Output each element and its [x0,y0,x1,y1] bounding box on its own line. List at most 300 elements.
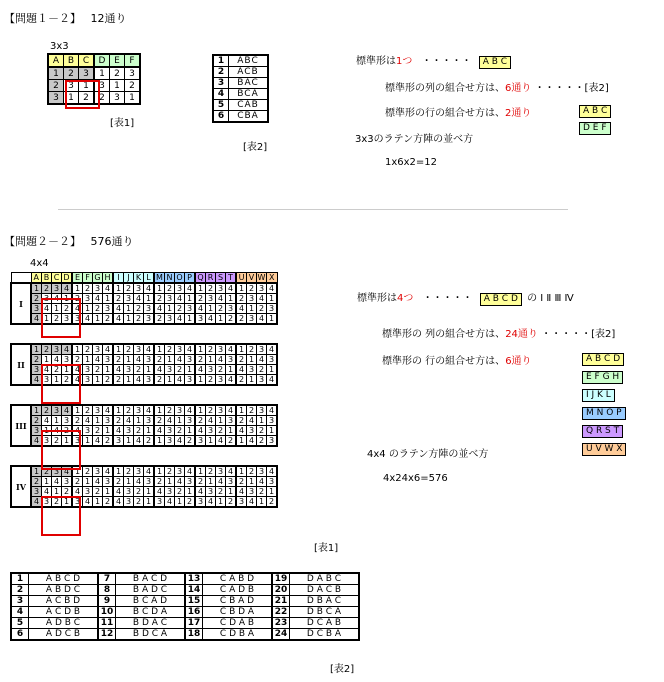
grid4-cell: 4 [144,283,155,294]
grid4-cell: 2 [257,426,267,436]
p2-table2-index: 20 [272,585,290,596]
grid3-header-cell: A [48,54,64,67]
grid4-highlight-box [41,430,81,470]
grid4-cell: 4 [103,466,114,477]
table1-caption: [表1] [110,118,135,129]
table2-index: 6 [213,111,229,123]
grid4-cell: 3 [144,314,155,325]
grid4-header-cell: G [94,272,101,282]
grid4-row [11,405,277,416]
grid4-cell: 2 [42,466,52,477]
grid4-cell: 1 [144,365,155,375]
grid4-cell: 4 [226,466,237,477]
grid4-cell: 1 [83,304,93,314]
grid4-cell: 3 [83,426,93,436]
p2-table2-index: 21 [272,596,290,607]
grid4-cell: 2 [31,416,42,426]
grid4-cell: 2 [93,304,103,314]
grid4-cell: 4 [216,477,226,487]
grid4-cell: 4 [154,365,165,375]
grid4-cell: 1 [62,294,73,304]
grid4-cell: 4 [134,477,144,487]
grid4-roman: I [11,283,31,324]
grid4-cell: 2 [124,466,134,477]
grid4-cell: 4 [206,314,216,325]
grid4-cell: 3 [185,416,196,426]
grid4-cell: 3 [236,497,247,508]
p2-line1-dots: ・・・・・ [422,293,473,304]
grid4-cell: 4 [42,487,52,497]
grid4-cell: 4 [103,283,114,294]
grid4-cell: 3 [124,365,134,375]
table2-row [213,67,268,78]
grid4-cell: 3 [257,466,267,477]
grid4-cell: 2 [175,304,185,314]
p2-table2-index: 5 [11,618,29,629]
table2-row [213,111,268,123]
grid4-cell: 4 [216,436,226,447]
grid4-cell: 1 [72,344,83,355]
grid4-cell: 3 [175,283,185,294]
grid4-cell: 1 [31,344,42,355]
table2-4x4-permutations [10,572,360,641]
p1-badge-abc-inline: A B C [479,56,511,69]
p2-line2-text: 標準形の 列の組合せ方は、 [382,329,506,340]
p2-table2-index: 14 [185,585,203,596]
grid4-row [11,283,277,294]
grid4-cell: 4 [62,466,73,477]
grid4-cell: 4 [267,405,278,416]
grid4-cell: 4 [175,294,185,304]
grid4-cell: 4 [134,436,144,447]
grid4-cell: 3 [144,416,155,426]
grid4-header-cell: F [83,273,93,284]
grid4-cell: 4 [31,436,42,447]
grid4-cell: 4 [206,497,216,508]
p1-badge-abc: A B C [579,105,611,118]
p2-table2-perm: C B A D [203,596,273,607]
grid3-cell: 1 [125,92,141,105]
p2-table2-perm: A D B C [29,618,99,629]
p2-table2-row [11,618,359,629]
grid4-cell: 3 [267,477,278,487]
grid4-cell: 1 [103,294,114,304]
grid4-cell: 1 [42,426,52,436]
grid4-label: 4x4 [30,258,49,269]
grid4-cell: 3 [175,405,185,416]
grid4-cell: 2 [154,375,165,386]
table2-index: 3 [213,78,229,89]
grid4-cell: 2 [236,355,247,365]
grid4-cell: 2 [52,497,62,508]
grid4-header-cell: N [165,273,175,284]
p2-table2-index: 3 [11,596,29,607]
grid4-cell: 1 [267,365,278,375]
grid4-cell: 4 [165,497,175,508]
p1-line3-num: 2通り [505,108,532,119]
grid4-cell: 1 [257,416,267,426]
p1-line1-dots: ・・・・・ [421,56,472,67]
table2-perm: CBA [229,111,269,123]
grid4-header-cell: M [154,273,165,284]
grid4-cell: 2 [216,487,226,497]
p2-table2-row [11,596,359,607]
grid4-cell: 3 [144,355,155,365]
grid4-cell: 3 [185,355,196,365]
grid4-cell: 2 [175,487,185,497]
grid4-header-cell: V [247,273,257,284]
p2-table2-perm: B C A D [116,596,186,607]
grid4-cell: 4 [113,365,124,375]
grid4-cell: 2 [134,314,144,325]
grid4-cell: 3 [165,365,175,375]
grid4-cell: 2 [226,314,237,325]
p2-table2-index: 23 [272,618,290,629]
grid4-cell: 1 [154,344,165,355]
grid4-cell: 1 [103,426,114,436]
p2-table1-caption: [表1] [314,543,339,554]
grid4-cell: 1 [267,487,278,497]
grid4-cell: 3 [195,436,206,447]
grid4-header-row [11,273,277,284]
p2-badge-wrap [582,443,626,456]
grid4-cell: 4 [124,416,134,426]
grid4-cell: 4 [62,283,73,294]
grid3-cell: 1 [110,80,125,92]
grid4-cell: 4 [72,365,83,375]
grid4-header-cell: K [134,273,144,284]
grid4-cell: 3 [124,497,134,508]
grid4-cell: 4 [62,344,73,355]
grid4-cell: 1 [124,355,134,365]
grid4-header-cell: H [103,273,114,284]
grid4-cell: 2 [247,344,257,355]
grid4-cell: 2 [31,355,42,365]
grid4-cell: 4 [206,416,216,426]
grid4-cell: 2 [195,355,206,365]
grid3-cell: 1 [94,67,110,80]
grid4-cell: 4 [31,497,42,508]
grid4-cell: 4 [83,314,93,325]
p1-line1-num: 1つ [396,56,413,67]
grid4-cell: 1 [31,466,42,477]
grid4-cell: 1 [144,426,155,436]
grid4-cell: 3 [93,466,103,477]
p2-table2-perm: C A D B [203,585,273,596]
grid4-header-cell: C [52,273,62,284]
grid4-cell: 2 [175,365,185,375]
grid4-highlight-box [41,496,81,536]
grid4-cell: 1 [247,375,257,386]
grid4-cell: 2 [83,466,93,477]
problem2-count: 576通り [90,235,134,248]
grid4-cell: 3 [124,294,134,304]
grid4-cell: 1 [226,365,237,375]
grid4-cell: 3 [124,487,134,497]
grid4-cell: 1 [185,426,196,436]
grid4-cell: 2 [62,304,73,314]
p1-line4: 3x3のラテン方陣の並べ方 [355,134,474,145]
grid3-cell: 1 [79,80,95,92]
grid4-cell: 3 [257,283,267,294]
grid3-highlight-box [65,80,100,109]
grid4-cell: 3 [72,497,83,508]
p2-table2-index: 6 [11,629,29,641]
p2-table2-perm: A D C B [29,629,99,641]
grid4-cell: 4 [113,304,124,314]
grid4-cell: 2 [52,436,62,447]
grid4-cell: 1 [83,436,93,447]
p2-formula: 4x24x6=576 [383,473,448,484]
grid4-cell: 1 [195,283,206,294]
grid4-cell: 2 [267,497,278,508]
table2-caption: [表2] [243,142,268,153]
p1-line2-text: 標準形の列の組合せ方は、 [385,83,505,94]
grid4-cell: 2 [83,344,93,355]
grid4-cell: 4 [113,426,124,436]
grid4-cell: 2 [134,497,144,508]
grid4-cell: 1 [124,436,134,447]
grid4-cell: 4 [175,355,185,365]
grid4-header-cell: X [267,273,278,284]
grid4-cell: 1 [236,344,247,355]
grid4-cell: 2 [124,344,134,355]
p2-line4: 4x4 のラテン方陣の並べ方 [367,449,489,460]
grid4-cell: 1 [185,294,196,304]
grid4-cell: 2 [93,365,103,375]
grid4-cell: 1 [236,466,247,477]
grid4-header-cell: U [236,273,247,284]
table2-index: 4 [213,89,229,100]
grid4-cell: 1 [62,365,73,375]
p2-table2-index: 17 [185,618,203,629]
grid4-cell: 2 [154,355,165,365]
grid4-cell: 1 [175,497,185,508]
grid4-cell: 3 [83,375,93,386]
grid4-cell: 2 [134,304,144,314]
table2-row [213,89,268,100]
p2-line1-num: 4つ [397,293,414,304]
grid4-row [11,344,277,355]
p2-table2-index: 10 [98,607,116,618]
grid4-cell: 3 [226,477,237,487]
table2-perm: ABC [229,55,269,67]
p2-table2-perm: B C D A [116,607,186,618]
grid4-cell: 2 [72,355,83,365]
grid4-cell: 3 [247,365,257,375]
p2-table2-perm: D B C A [290,607,360,618]
grid4-cell: 1 [216,497,226,508]
p1-line2-num: 6通り [505,83,532,94]
grid4-cell: 1 [165,477,175,487]
grid4-cell: 3 [144,375,155,386]
grid4-cell: 2 [236,375,247,386]
grid4-cell: 2 [206,344,216,355]
grid4-cell: 1 [154,405,165,416]
grid4-cell: 3 [52,466,62,477]
grid4-cell: 4 [113,314,124,325]
grid4-cell: 3 [42,436,52,447]
grid4-cell: 1 [267,294,278,304]
grid4-cell: 3 [165,426,175,436]
grid4-cell: 2 [247,283,257,294]
grid4-cell: 4 [175,375,185,386]
grid4-cell: 2 [206,375,216,386]
grid4-cell: 3 [216,344,226,355]
p2-table2-index: 8 [98,585,116,596]
grid4-cell: 1 [154,466,165,477]
grid4-cell: 2 [42,405,52,416]
p2-table2-row [11,573,359,585]
grid4-cell: 2 [185,497,196,508]
grid4-row [11,477,277,487]
grid4-cell: 3 [206,487,216,497]
p2-badge: M N O P [582,407,626,420]
grid4-header-cell: S [216,273,226,284]
grid4-cell: 4 [195,304,206,314]
grid4-cell: 2 [72,294,83,304]
grid4-cell: 3 [185,477,196,487]
table2-row [213,100,268,111]
grid4-cell: 4 [236,487,247,497]
grid4-cell: 3 [185,304,196,314]
p2-table2-index: 12 [98,629,116,641]
p1-line1-text: 標準形は [356,56,396,67]
grid4-cell: 3 [267,416,278,426]
grid4-cell: 1 [226,426,237,436]
grid4-highlight-box [41,298,81,338]
grid4-cell: 2 [165,344,175,355]
grid4-cell: 3 [103,477,114,487]
grid4-cell: 1 [52,487,62,497]
grid4-cell: 1 [154,283,165,294]
grid4-cell: 2 [165,466,175,477]
grid4-cell: 3 [216,375,226,386]
grid4-cell: 2 [42,283,52,294]
grid4-highlight-box [41,364,81,404]
grid4-cell: 3 [226,304,237,314]
p2-badge-wrap [582,407,626,420]
grid4-cell: 4 [134,294,144,304]
grid4-header-cell: D [62,273,73,284]
grid4-cell: 3 [52,344,62,355]
grid4-cell: 2 [103,314,114,325]
grid4-cell: 2 [31,294,42,304]
grid4-header-cell: A [31,273,42,284]
grid4-cell: 2 [72,477,83,487]
p2-table2-index: 22 [272,607,290,618]
grid4-cell: 1 [216,314,226,325]
p2-badge: A B C D [582,353,624,366]
grid4-cell: 4 [175,436,185,447]
grid4-header-cell: B [42,273,52,284]
grid4-cell: 3 [31,304,42,314]
grid4-cell: 3 [62,355,73,365]
grid4-header-cell: E [72,273,83,284]
p2-line3-num: 6通り [505,356,532,367]
grid4-cell: 3 [62,314,73,325]
grid4-cell: 1 [247,304,257,314]
grid4-cell: 3 [134,344,144,355]
grid3-cell: 2 [110,67,125,80]
grid4-cell: 2 [113,477,124,487]
grid4-cell: 4 [42,416,52,426]
p2-table2-caption: [表2] [330,664,355,675]
grid4-cell: 2 [216,304,226,314]
p2-table2-perm: A B D C [29,585,99,596]
grid4-cell: 3 [134,405,144,416]
grid4-cell: 2 [185,436,196,447]
grid4-cell: 3 [31,426,42,436]
grid4-cell: 4 [52,355,62,365]
grid4-header-cell: R [206,273,216,284]
grid4-cell: 3 [206,426,216,436]
p2-table2-row [11,607,359,618]
p2-line3 [382,352,532,367]
grid4-cell: 2 [93,487,103,497]
table2-index: 2 [213,67,229,78]
section-divider [58,209,568,210]
grid4-cell: 1 [93,314,103,325]
p2-table2-perm: B D C A [116,629,186,641]
grid4-cell: 4 [72,304,83,314]
p2-table2-index: 19 [272,573,290,585]
grid4-cell: 4 [236,304,247,314]
grid4-cell: 1 [72,283,83,294]
grid4-row [11,355,277,365]
grid4-header-cell: P [185,273,196,284]
p2-table2-perm: C B D A [203,607,273,618]
grid4-cell: 1 [83,477,93,487]
p2-table2-index: 7 [98,573,116,585]
grid4-cell: 1 [62,436,73,447]
grid4-cell: 2 [195,294,206,304]
grid4-cell: 3 [175,466,185,477]
problem1-title [4,10,127,26]
grid4-cell: 1 [236,283,247,294]
grid4-cell: 1 [93,416,103,426]
grid4-cell: 1 [72,405,83,416]
table2-3x3-permutations [212,54,269,123]
grid4-cell: 1 [62,497,73,508]
grid4-cell: 2 [195,416,206,426]
grid4-cell: 3 [247,314,257,325]
grid4-cell: 1 [206,477,216,487]
grid4-cell: 4 [247,497,257,508]
grid4-cell: 4 [134,355,144,365]
grid4-cell: 2 [226,497,237,508]
grid4-cell: 3 [134,466,144,477]
grid4-cell: 2 [113,355,124,365]
grid4-cell: 4 [195,487,206,497]
grid4-cell: 4 [144,344,155,355]
p2-table2-perm: D C B A [290,629,360,641]
grid4-cell: 4 [185,466,196,477]
grid4-row [11,487,277,497]
grid4-cell: 4 [31,375,42,386]
table2-index: 1 [213,55,229,67]
grid4-cell: 2 [134,487,144,497]
grid4-cell: 4 [113,497,124,508]
p2-line1 [357,289,574,306]
grid4-cell: 3 [267,355,278,365]
grid4-cell: 3 [216,405,226,416]
grid4-cell: 4 [185,344,196,355]
grid3-cell: 3 [125,67,141,80]
p2-table2-index: 15 [185,596,203,607]
grid4-cell: 1 [42,355,52,365]
grid4-cell: 2 [247,405,257,416]
